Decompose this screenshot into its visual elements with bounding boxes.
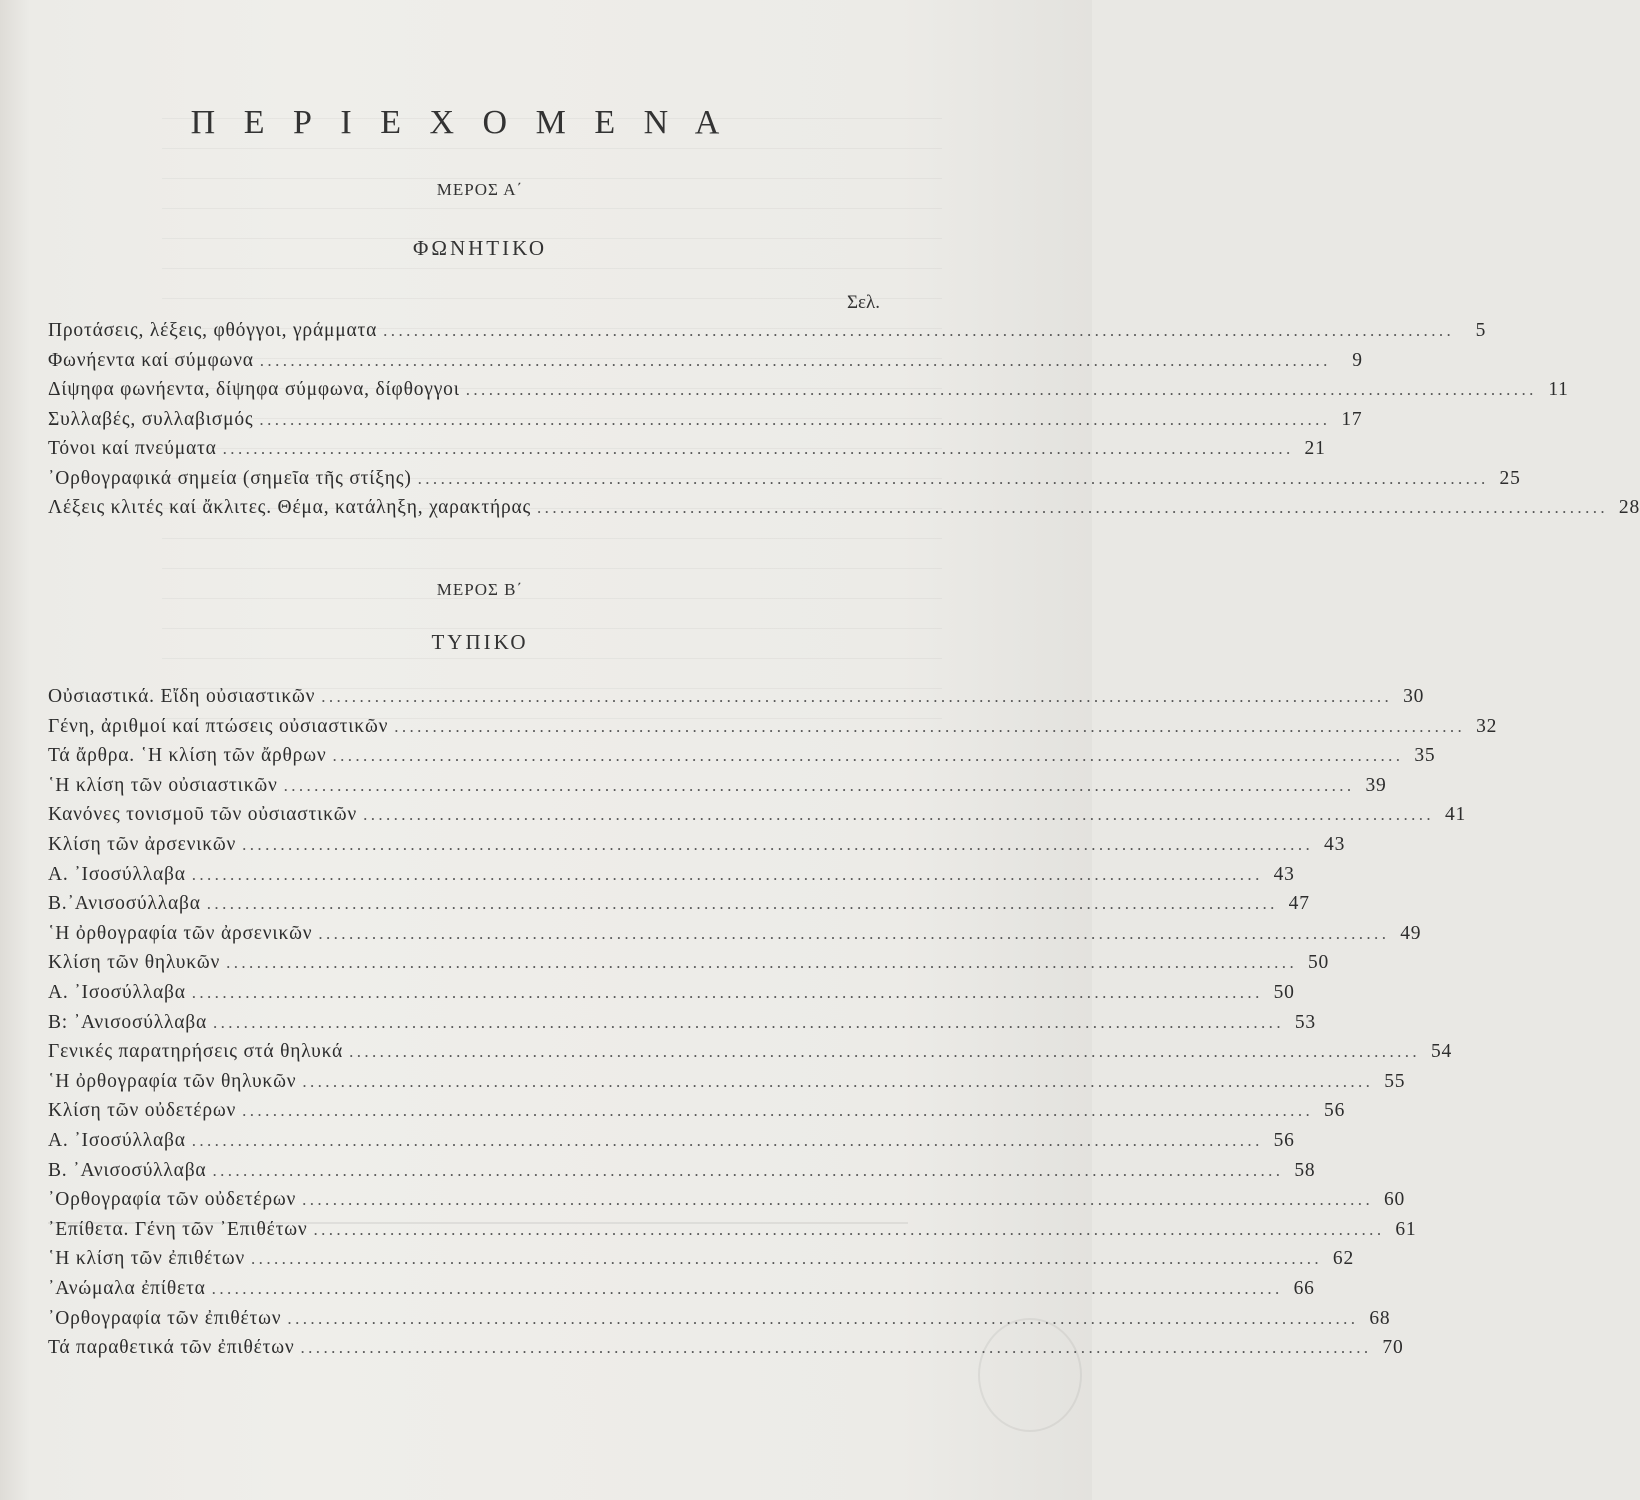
toc-entry [48, 1130, 1295, 1158]
dot-leader: ............................................................................................................................................ [537, 498, 1609, 517]
toc-entry-page: 54 [1430, 1041, 1453, 1063]
toc-entry-page: 58 [1294, 1159, 1316, 1181]
toc-entry [48, 438, 1326, 466]
toc-entry [48, 497, 1640, 525]
toc-entry-label: Β: ᾿Ανισοσύλλαβα [48, 1011, 207, 1033]
part-a-heading: ΜΕΡΟΣ Α΄ [436, 180, 524, 199]
toc-entry [48, 1041, 1453, 1069]
toc-entry-label: ᾿Ορθογραφία τῶν οὐδετέρων [48, 1189, 297, 1211]
toc-entry-page: 50 [1273, 982, 1295, 1003]
toc-entry [48, 349, 1363, 378]
part-b-heading: ΜΕΡΟΣ Β΄ [436, 580, 524, 599]
toc-entry-label: Γενικές παρατηρήσεις στά θηλυκά [48, 1041, 344, 1063]
dot-leader: ............................................................................................................................................ [394, 716, 1466, 736]
toc-entry-label: ῾Η κλίση τῶν ἐπιθέτων [48, 1248, 246, 1270]
toc-entry [48, 1011, 1316, 1040]
dot-leader: ............................................................................................................................................ [465, 380, 1537, 399]
dot-leader: ............................................................................................................................................ [417, 468, 1489, 488]
page-column-label: Σελ. [847, 292, 880, 313]
dot-leader: ............................................................................................................................................ [226, 953, 1298, 973]
toc-entry-page: 39 [1365, 774, 1387, 796]
part-b-section-title: ΤΥΠΙΚΟ [431, 630, 529, 654]
dot-leader: ............................................................................................................................................ [302, 1071, 1374, 1091]
toc-entry-page: 56 [1273, 1130, 1295, 1151]
toc-entry-label: ᾿Ορθογραφία τῶν ἐπιθέτων [48, 1307, 282, 1329]
toc-entry-label: ῾Η ὀρθογραφία τῶν θηλυκῶν [48, 1070, 297, 1092]
dot-leader: ............................................................................................................................................ [259, 409, 1331, 429]
toc-entry-page: 60 [1384, 1189, 1406, 1211]
toc-entry-page: 66 [1293, 1278, 1315, 1299]
dot-leader: ............................................................................................................................................ [191, 1131, 1263, 1150]
toc-entry-label: Κλίση τῶν θηλυκῶν [48, 952, 221, 974]
toc-entry [48, 1218, 1417, 1247]
dot-leader: ............................................................................................................................................ [302, 1190, 1374, 1210]
dot-leader: ............................................................................................................................................ [251, 1249, 1323, 1269]
toc-entry-label: Κλίση τῶν οὐδετέρων [48, 1100, 237, 1122]
dot-leader: ............................................................................................................................................ [349, 1042, 1421, 1062]
toc-entry-label: Τά ἄρθρα. ῾Η κλίση τῶν ἄρθρων [48, 745, 327, 767]
part-a-section-title: ΦΩΝΗΤΙΚΟ [413, 236, 547, 260]
toc-entry-label: Τόνοι καί πνεύματα [48, 438, 217, 459]
toc-entry [48, 863, 1295, 892]
toc-entry-page: 25 [1499, 467, 1521, 489]
toc-entry-page: 9 [1352, 349, 1363, 371]
toc-entry-page: 43 [1273, 863, 1295, 885]
toc-entry-label: Λέξεις κλιτές καί ἄκλιτες. Θέμα, κατάληξη, χαρακτήρας [48, 497, 532, 518]
dot-leader: ............................................................................................................................................ [259, 350, 1331, 370]
dot-leader: ............................................................................................................................................ [287, 1308, 1359, 1328]
toc-entry-label: ῾Η κλίση τῶν οὐσιαστικῶν [48, 774, 278, 796]
toc-entry-page: 61 [1395, 1218, 1417, 1240]
toc-entry-label: Α. ᾿Ισοσύλλαβα [48, 1130, 186, 1151]
dot-leader: ............................................................................................................................................ [191, 983, 1263, 1002]
dot-leader: ............................................................................................................................................ [222, 439, 1294, 458]
toc-entry-page: 47 [1288, 893, 1310, 915]
toc-entry-page: 5 [1475, 320, 1487, 341]
toc-entry [48, 1278, 1315, 1306]
toc-entry [48, 774, 1387, 803]
toc-entry [48, 1189, 1406, 1217]
toc-entry-label: Τά παραθετικά τῶν ἐπιθέτων [48, 1337, 295, 1359]
dot-leader: ............................................................................................................................................ [212, 1012, 1284, 1032]
toc-entry [48, 320, 1487, 348]
dot-leader: ............................................................................................................................................ [363, 805, 1435, 825]
toc-entry-page: 62 [1332, 1248, 1355, 1270]
toc-entry-label: ῾Η ὀρθογραφία τῶν ἀρσενικῶν [48, 922, 313, 944]
toc-entry-label: Β. ᾿Ανισοσύλλαβα [48, 1159, 207, 1181]
toc-entry-label: Προτάσεις, λέξεις, φθόγγοι, γράμματα [48, 320, 378, 341]
toc-entry-page: 35 [1414, 745, 1436, 767]
dot-leader: ............................................................................................................................................ [206, 894, 1278, 914]
toc-entry-page: 28 [1618, 497, 1640, 518]
toc-entry [48, 379, 1569, 407]
toc-entry-page: 43 [1324, 834, 1346, 855]
dot-leader: ............................................................................................................................................ [283, 775, 1355, 795]
toc-entry-label: Κανόνες τονισμοῦ τῶν οὐσιαστικῶν [48, 804, 358, 826]
toc-entry [48, 922, 1422, 951]
toc-entry-page: 17 [1341, 408, 1363, 430]
toc-entry-label: Δίψηφα φωνήεντα, δίψηφα σύμφωνα, δίφθογγοι [48, 379, 460, 400]
dot-leader: ............................................................................................................................................ [242, 835, 1314, 854]
toc-entry [48, 686, 1425, 714]
toc-entry [48, 1307, 1391, 1336]
toc-entry-label: ᾿Επίθετα. Γένη τῶν ᾿Επιθέτων [48, 1218, 308, 1240]
toc-entry-page: 56 [1324, 1100, 1346, 1122]
dot-leader: ............................................................................................................................................ [383, 321, 1455, 340]
toc-entry [48, 893, 1310, 921]
library-stamp [978, 1318, 1082, 1432]
toc-entry-label: ᾿Ανώμαλα ἐπίθετα [48, 1278, 206, 1299]
toc-entry-page: 41 [1444, 804, 1467, 826]
toc-entry-label: Α. ᾿Ισοσύλλαβα [48, 982, 186, 1003]
toc-entry-label: Οὐσιαστικά. Εἴδη οὐσιαστικῶν [48, 686, 316, 707]
toc-entry-page: 50 [1308, 952, 1330, 974]
toc-entry-label: Κλίση τῶν ἀρσενικῶν [48, 834, 237, 855]
toc-entry-page: 55 [1384, 1070, 1406, 1092]
toc-entry [48, 467, 1521, 496]
page-title: Π Ε Ρ Ι Ε Χ Ο Μ Ε Ν Α [190, 104, 730, 141]
dot-leader: ............................................................................................................................................ [313, 1219, 1385, 1239]
toc-entry-label: Συλλαβές, συλλαβισμός [48, 408, 254, 430]
toc-entry [48, 1337, 1404, 1365]
toc-entry [48, 715, 1498, 744]
toc-entry-label: Φωνήεντα καί σύμφωνα [48, 349, 254, 371]
toc-entry [48, 804, 1467, 832]
toc-entry [48, 408, 1363, 437]
toc-entry-label: Α. ᾿Ισοσύλλαβα [48, 863, 186, 885]
toc-entry [48, 982, 1295, 1010]
dot-leader: ............................................................................................................................................ [300, 1338, 1372, 1358]
dot-leader: ............................................................................................................................................ [318, 923, 1390, 943]
toc-entry-page: 70 [1382, 1337, 1404, 1359]
dot-leader: ............................................................................................................................................ [191, 864, 1263, 884]
toc-entry-page: 30 [1403, 686, 1425, 707]
toc-entry [48, 952, 1330, 980]
toc-entry [48, 1070, 1406, 1099]
toc-entry-page: 53 [1294, 1011, 1316, 1033]
toc-entry-page: 11 [1548, 379, 1569, 400]
toc-entry-page: 21 [1304, 438, 1326, 459]
toc-entry-page: 49 [1400, 922, 1422, 944]
toc-entry [48, 1100, 1346, 1128]
dot-leader: ............................................................................................................................................ [242, 1101, 1314, 1121]
dot-leader: ............................................................................................................................................ [211, 1279, 1283, 1298]
toc-entry-label: Β.᾿Ανισοσύλλαβα [48, 893, 201, 915]
dot-leader: ............................................................................................................................................ [321, 687, 1393, 706]
toc-entry [48, 1159, 1316, 1188]
toc-entry-label: ᾿Ορθογραφικά σημεία (σημεῖα τῆς στίξης) [48, 467, 412, 489]
toc-entry [48, 745, 1436, 773]
dot-leader: ............................................................................................................................................ [332, 746, 1404, 766]
toc-entry-page: 68 [1369, 1307, 1391, 1329]
toc-entry [48, 834, 1346, 862]
toc-entry-label: Γένη, ἀριθμοί καί πτώσεις οὐσιαστικῶν [48, 715, 389, 737]
toc-entry [48, 1248, 1355, 1276]
toc-entry-page: 32 [1476, 715, 1498, 737]
dot-leader: ............................................................................................................................................ [212, 1160, 1284, 1180]
